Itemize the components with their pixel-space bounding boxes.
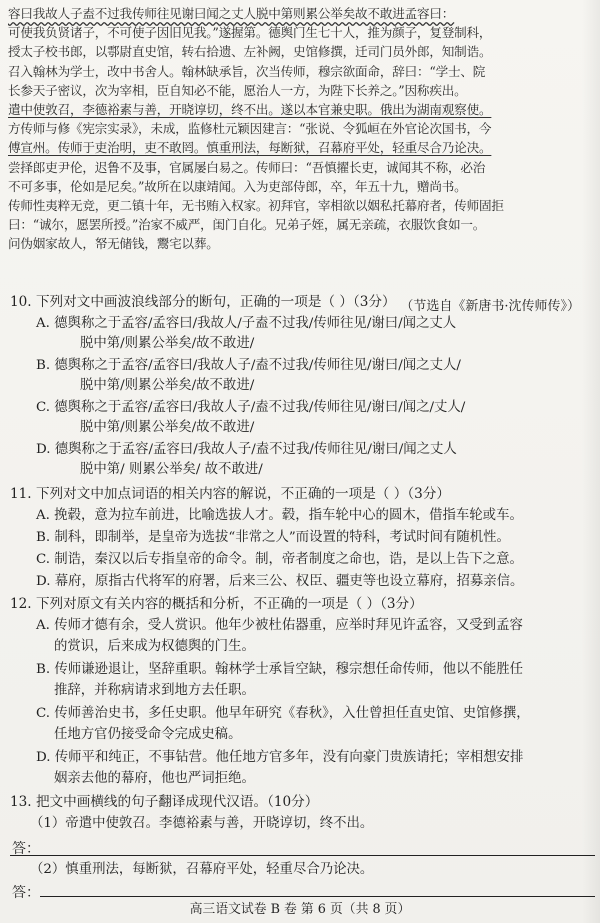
q12-option-c[interactable]: C. 传师善治史书，多任史职。他早年研究《春秋》，入仕曾担任直史馆、史馆修撰， [36, 706, 530, 721]
classical-passage [8, 4, 592, 254]
q10-option-d-cont: 脱中第/ 则累公举矣/ 故不敢进/ [80, 462, 263, 477]
q13-item-1: （1）帝遣中使敦召。李德裕素与善，开晓谆切，终不出。 [30, 816, 374, 831]
passage-line: 不可多事，伦如是尼矣。”故所在以康靖闻。入为吏部侍郎，卒，年五十九，赠尚书。 [8, 178, 467, 194]
q12-option-d[interactable]: D. 传师平和纯正，不事钻营。他任地方官多年，没有向豪门贵族请托；宰相想安排 [36, 750, 524, 765]
q10-option-a[interactable]: A. 德舆称之于孟容/孟容曰/我故人/子盍不过我/传师往见/谢曰/闻之丈人 [36, 316, 457, 331]
passage-line: 长参天子密议，次为宰相，臣自知必不能，愿治人一方，为陛下长养之。”因称疾出。 [8, 82, 467, 98]
passage-line: 召入翰林为学士，改中书舍人。翰林缺承旨，次当传师，穆宗欲面命，辞曰：“学士、院 [8, 63, 486, 79]
q10-option-a-cont: 脱中第/则累公举矣/故不敢进/ [80, 336, 255, 351]
answer-label-1: 答： [12, 841, 40, 857]
question-11-title: 11. 下列对文中加点词语的相关内容的解说，不正确的一项是（ ）（3分） [10, 486, 450, 502]
passage-line: 傅宣州。传师于吏治明，吏不敢罔。慎重刑法，每断狱，召幕府平处，轻重尽合乃论决。 [8, 140, 492, 156]
page-shadow [582, 0, 600, 923]
q12-option-d-cont: 姻亲去他的幕府，他也严词拒绝。 [54, 771, 255, 786]
answer-label-2: 答： [12, 885, 40, 901]
passage-line: 尝择郎吏尹伦，迟鲁不及事，官属屡白易之。传师曰：“吾慎擢长吏，诚闻其不称，必治 [8, 159, 486, 175]
passage-line: 容曰我故人子盍不过我传师往见谢曰闻之丈人脱中第则累公举矣故不敢进孟容曰： [8, 6, 455, 21]
q12-option-c-cont: 任地方官仍接受命令完成史稿。 [54, 727, 242, 742]
passage-source: （节选自《新唐书·沈传师传》） [400, 299, 580, 314]
q13-item-2: （2）慎重刑法，每断狱，召幕府平处，轻重尽合乃论决。 [30, 862, 374, 877]
q12-option-b[interactable]: B. 传师谦逊退让，坚辞重职。翰林学士承旨空缺，穆宗想任命传师，他以不能胜任 [36, 662, 524, 677]
page-footer: 高三语文试卷 B 卷 第 6 页（共 8 页） [189, 902, 411, 917]
q10-option-c-cont: 脱中第/则累公举矣/故不敢进/ [80, 420, 255, 435]
question-13-title: 13. 把文中画横线的句子翻译成现代汉语。（10分） [10, 794, 319, 810]
q12-option-b-cont: 推辞，并称病请求到地方去任职。 [54, 683, 255, 698]
q11-option-d[interactable]: D. 幕府，原指古代将军的府署，后来三公、权臣、疆吏等也设立幕府，招募亲信。 [36, 574, 524, 589]
q11-option-c[interactable]: C. 制诰，秦汉以后专指皇帝的命令。制，帝者制度之命也，诰，是以上告下之意。 [36, 552, 523, 567]
answer-line-1[interactable] [10, 855, 595, 856]
q12-option-a[interactable]: A. 传师才德有余，受人赏识。他年少被杜佑器重，应举时拜见许孟容，又受到孟容 [36, 618, 523, 633]
q11-option-a[interactable]: A. 挽毂，意为拉车前进，比喻选拔人才。毂，指车轮中心的圆木，借指车轮或车。 [36, 508, 523, 523]
q12-option-a-cont: 的赏识，后来成为权德舆的门生。 [54, 639, 255, 654]
passage-line: 方传师与修《宪宗实录》，未成，监修杜元颖因建言：“张说、令狐峘在外官论次国书，今 [8, 121, 492, 137]
passage-line: 问伪姻家故人，帑无储钱，鬻宅以葬。 [8, 236, 219, 252]
passage-line: 遣中使敦召，李德裕素与善，开晓谆切，终不出。遂以本官兼史职。俄出为湖南观察使。 [8, 102, 492, 118]
passage-line: 传师性夷粹无竞，更二镇十年，无书贿入权家。初拜官，宰相欲以姻私托幕府者，传师固拒 [8, 198, 504, 214]
passage-line: 可使我负贤诸子，不可使子因旧见我。”遂握第。德舆门生七十人，推为颜子，复登制科， [8, 25, 492, 41]
question-10-title: 10. 下列对文中画波浪线部分的断句，正确的一项是（ ）（3分） [10, 294, 396, 310]
answer-line-2[interactable] [40, 896, 595, 897]
q11-option-b[interactable]: B. 制科，即制举，是皇帝为选拔“非常之人”而设置的特科，考试时间有随机性。 [36, 530, 510, 545]
q10-option-b[interactable]: B. 德舆称之于孟容/孟容曰/我故人子/盍不过我/传师往见/谢曰/闻之丈人/ [36, 358, 461, 373]
q10-option-b-cont: 脱中第/则累公举矣/故不敢进/ [80, 378, 255, 393]
q10-option-d[interactable]: D. 德舆称之于孟容/孟容曰/我故人子/盍不过我/传师往见/谢曰/闻之丈人 [36, 442, 457, 457]
q10-option-c[interactable]: C. 德舆称之于孟容/孟容曰/我故人子/盍不过我/传师往见/谢曰/闻之/丈人/ [36, 400, 466, 415]
passage-line: 曰：“诚尔，愿罢所授。”治家不威严，闺门自化。兄弟子姪，属无亲疏，衣服饮食如一。 [8, 217, 486, 233]
question-12-title: 12. 下列对原文有关内容的概括和分析，不正确的一项是（ ）（3分） [10, 596, 423, 612]
passage-line: 授太子校书郎，以鄠尉直史馆，转右拾遗、左补阙，史馆修撰，迁司门员外郎，知制诰。 [8, 44, 492, 60]
